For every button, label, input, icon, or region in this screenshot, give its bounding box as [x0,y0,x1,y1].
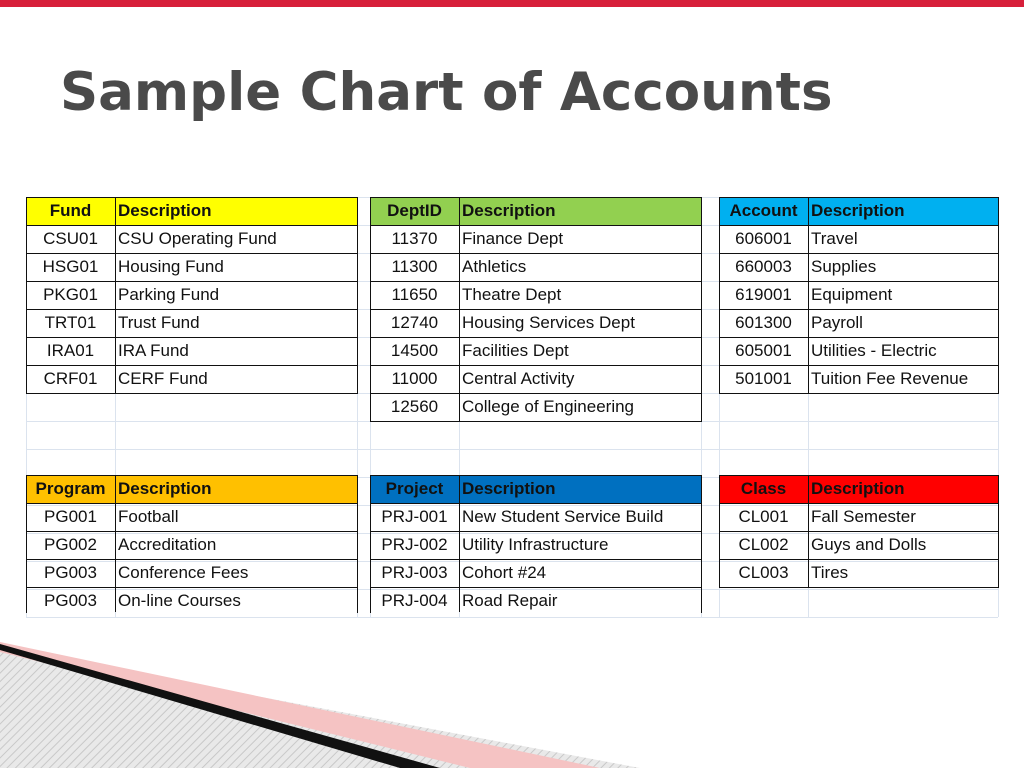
dept-row-code: 12560 [390,397,439,416]
sheet-gridline [357,197,358,617]
fund-header-code: Fund [26,197,115,225]
account-row-code: 660003 [735,257,792,276]
account-row-description: Tuition Fee Revenue [811,369,969,388]
dept-row-description: Theatre Dept [462,285,562,304]
sheet-gridline [701,197,702,617]
account-row-description: Utilities - Electric [811,341,937,360]
account-row-description: Travel [811,229,858,248]
account-row-description: Equipment [811,285,893,304]
fund-row-description: CERF Fund [118,369,208,388]
class-header-description: Description [808,475,998,503]
dept-row-code: 11370 [391,229,438,248]
program-row-description: On-line Courses [118,591,241,610]
program-row-code: PG003 [44,591,97,610]
class-row-code: CL003 [738,563,789,582]
program-row-code: PG002 [44,535,97,554]
slide-corner-decoration [0,630,640,768]
fund-row-description: Parking Fund [118,285,220,304]
account-row-code: 619001 [735,285,792,304]
fund-row-code: CRF01 [43,369,98,388]
dept-row-description: Central Activity [462,369,575,388]
fund-row-description: Housing Fund [118,257,224,276]
account-row-code: 606001 [735,229,792,248]
sheet-gridline [998,197,999,617]
dept-row-code: 12740 [390,313,439,332]
dept-row-description: College of Engineering [462,397,635,416]
project-row-code: PRJ-004 [381,591,448,610]
account-header-code: Account [719,197,808,225]
fund-row-code: HSG01 [42,257,99,276]
project-header-description: Description [459,475,701,503]
dept-row-code: 11000 [391,369,438,388]
fund-header-description: Description [115,197,357,225]
sheet-gridline [26,449,998,450]
program-row-code: PG003 [44,563,97,582]
dept-row-description: Facilities Dept [462,341,569,360]
fund-row-code: TRT01 [44,313,97,332]
account-row-description: Payroll [811,313,863,332]
account-row-description: Supplies [811,257,877,276]
program-row-description: Conference Fees [118,563,249,582]
account-row-code: 601300 [735,313,792,332]
account-header-description: Description [808,197,998,225]
fund-row-description: IRA Fund [118,341,189,360]
dept-row-description: Housing Services Dept [462,313,635,332]
dept-row-code: 14500 [390,341,439,360]
project-row-description: New Student Service Build [462,507,664,526]
program-row-description: Football [118,507,179,526]
fund-row-description: CSU Operating Fund [118,229,277,248]
fund-row-description: Trust Fund [118,313,200,332]
class-row-code: CL002 [738,535,789,554]
account-row-code: 605001 [735,341,792,360]
project-row-description: Utility Infrastructure [462,535,609,554]
project-row-code: PRJ-001 [381,507,448,526]
class-row-description: Fall Semester [811,507,916,526]
program-header-code: Program [26,475,115,503]
program-row-code: PG001 [44,507,97,526]
project-row-description: Cohort #24 [462,563,547,582]
dept-row-description: Athletics [462,257,527,276]
class-row-description: Guys and Dolls [811,535,927,554]
account-row-code: 501001 [735,369,792,388]
fund-row-code: PKG01 [43,285,98,304]
dept-header-description: Description [459,197,701,225]
dept-row-description: Finance Dept [462,229,564,248]
fund-row-code: CSU01 [43,229,98,248]
dept-row-code: 11650 [391,285,438,304]
project-row-code: PRJ-002 [381,535,448,554]
sheet-gridline [26,617,998,618]
class-row-code: CL001 [738,507,789,526]
slide-title: Sample Chart of Accounts [60,62,833,123]
program-header-description: Description [115,475,357,503]
program-row-description: Accreditation [118,535,217,554]
fund-row-code: IRA01 [46,341,95,360]
project-row-description: Road Repair [462,591,558,610]
project-header-code: Project [370,475,459,503]
class-header-code: Class [719,475,808,503]
dept-row-code: 11300 [391,257,438,276]
project-row-code: PRJ-003 [381,563,448,582]
dept-header-code: DeptID [370,197,459,225]
class-row-description: Tires [811,563,849,582]
